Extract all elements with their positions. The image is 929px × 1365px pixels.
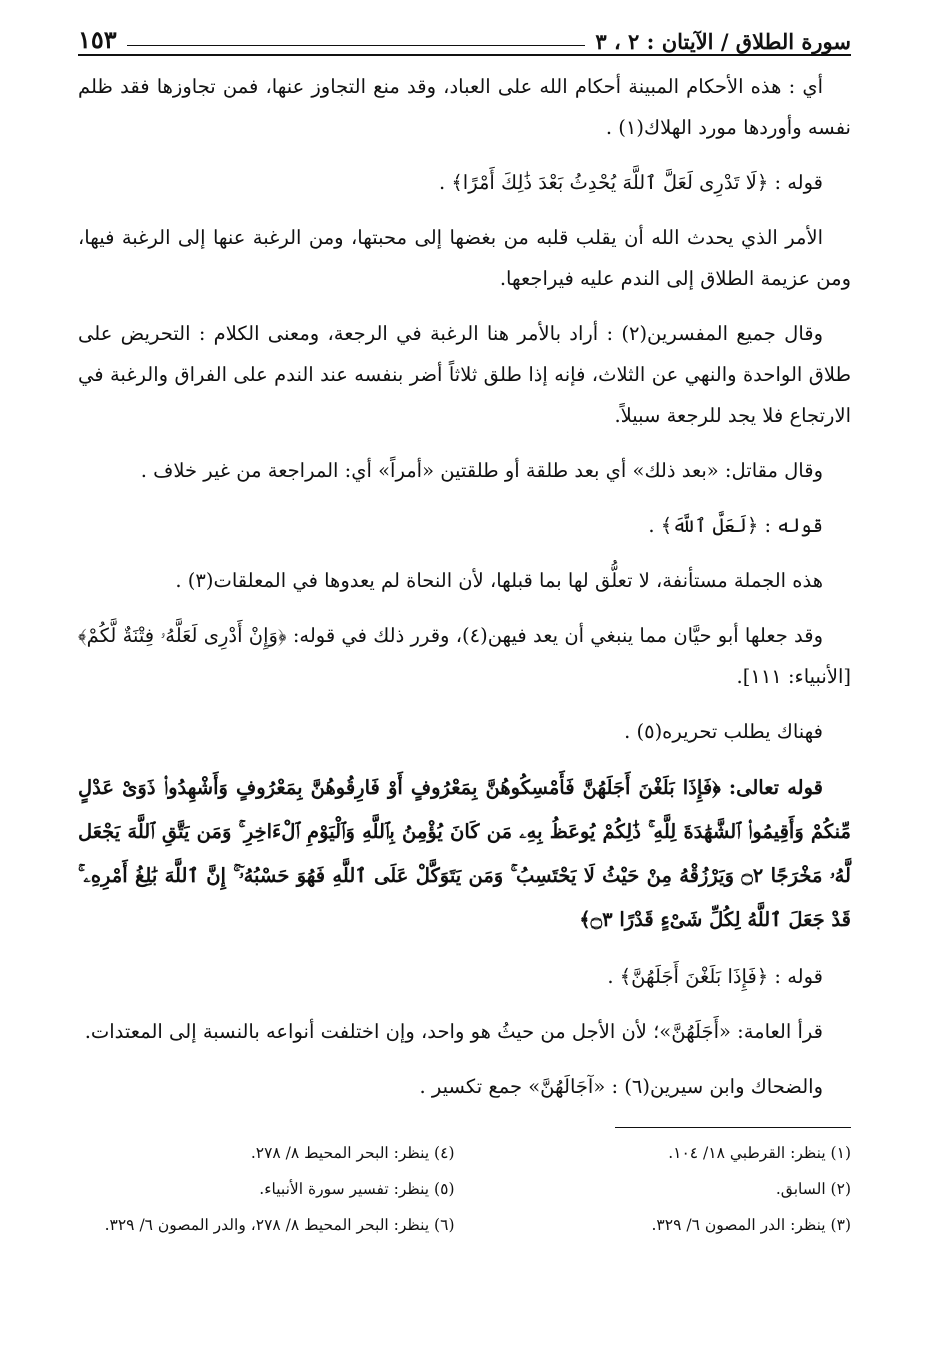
- footnote: (١) ينظر: القرطبي ١٨/ ١٠٤.: [668, 1144, 851, 1162]
- footnote: (٥) ينظر: تفسير سورة الأنبياء.: [259, 1180, 455, 1198]
- paragraph: والضحاك وابن سيرين(٦) : «آجَالَهُنَّ» جمع تكسير .: [419, 1075, 823, 1098]
- paragraph: قوله : ﴿لَا تَدْرِى لَعَلَّ ٱللَّهَ يُحْدِثُ بَعْدَ ذَٰلِكَ أَمْرًا﴾ .: [438, 171, 823, 194]
- paragraph: قوله : ﴿فَإِذَا بَلَغْنَ أَجَلَهُنَّ﴾ .: [607, 965, 823, 988]
- footnote: (٦) ينظر: البحر المحيط ٨/ ٢٧٨، والدر المصون ٦/ ٣٢٩.: [104, 1216, 455, 1234]
- footnote: (٤) ينظر: البحر المحيط ٨/ ٢٧٨.: [250, 1144, 455, 1162]
- footnote: (٣) ينظر: الدر المصون ٦/ ٣٢٩.: [651, 1216, 851, 1234]
- header-rule: [127, 45, 586, 46]
- paragraph: قوله : ﴿لَعَلَّ ٱللَّهَ﴾ .: [648, 514, 823, 537]
- footnote: (٢) السابق.: [775, 1180, 851, 1198]
- paragraph: فهناك يطلب تحريره(٥) .: [624, 720, 823, 743]
- footnote-separator: [615, 1127, 851, 1128]
- footnotes: [78, 1138, 851, 1240]
- quran-verse-paragraph: قوله تعالى: ﴿فَإِذَا بَلَغْنَ أَجَلَهُنَّ فَأَمْسِكُوهُنَّ بِمَعْرُوفٍ أَوْ فَارِقُوهُنَّ بِمَعْرُوفٍ وَأَشْهِدُوا۟ ذَوَىْ عَدْلٍ مِّنكُمْ وَأَقِيمُوا۟ ٱلشَّهَٰدَةَ لِلَّهِ ۚ ذَٰلِكُمْ يُوعَظُ بِهِۦ مَن كَانَ يُؤْمِنُ بِٱللَّهِ وَٱلْيَوْمِ ٱلْءَاخِرِ ۚ وَمَن يَتَّقِ ٱللَّهَ يَجْعَل لَّهُۥ مَخْرَجًا ۝٢ وَيَرْزُقْهُ مِنْ حَيْثُ لَا يَحْتَسِبُ ۚ وَمَن يَتَوَكَّلْ عَلَى ٱللَّهِ فَهُوَ حَسْبُهُۥٓ ۚ إِنَّ ٱللَّهَ بَٰلِغُ أَمْرِهِۦ ۚ قَدْ جَعَلَ ٱللَّهُ لِكُلِّ شَىْءٍ قَدْرًا ۝٣﴾: [78, 776, 851, 931]
- paragraph: وقال جميع المفسرين(٢) : أراد بالأمر هنا الرغبة في الرجعة، ومعنى الكلام : التحريض على طلاق الواحدة والنهي عن الثلاث، فإنه إذا طلق ثلاثاً أضر بنفسه عند الندم على الفراق والرغبة في الارتجاع فلا يجد للرجعة سبيلاً.: [78, 322, 851, 427]
- main-text: [78, 66, 851, 1107]
- paragraph: هذه الجملة مستأنفة، لا تعلُّق لها بما قبلها، لأن النحاة لم يعدوها في المعلقات(٣) .: [175, 569, 823, 592]
- page-number: ١٥٣: [78, 25, 117, 54]
- paragraph: وقد جعلها أبو حيَّان مما ينبغي أن يعد فيهن(٤)، وقرر ذلك في قوله: ﴿وَإِنْ أَدْرِى لَعَلَّهُۥ فِتْنَةٌ لَّكُمْ﴾ [الأنبياء: ١١١].: [78, 624, 851, 688]
- book-page: [78, 14, 851, 1240]
- paragraph: وقال مقاتل: «بعد ذلك» أي بعد طلقة أو طلقتين «أمراً» أي: المراجعة من غير خلاف .: [140, 459, 823, 482]
- running-title: سورة الطلاق / الآيتان : ٢ ، ٣: [595, 29, 851, 54]
- page-header: [78, 14, 851, 56]
- paragraph: أي : هذه الأحكام المبينة أحكام الله على العباد، وقد منع التجاوز عنها، فمن تجاوزها فقد ظلم نفسه وأوردها مورد الهلاك(١) .: [78, 75, 851, 139]
- paragraph: قرأ العامة: «أَجَلَهُنَّ»؛ لأن الأجل من حيثُ هو واحد، وإن اختلفت أنواعه بالنسبة إلى المعتدات.: [84, 1020, 823, 1043]
- paragraph: الأمر الذي يحدث الله أن يقلب قلبه من بغضها إلى محبتها، ومن الرغبة عنها إلى الرغبة فيها، ومن عزيمة الطلاق إلى الندم عليه فيراجعها.: [78, 226, 851, 290]
